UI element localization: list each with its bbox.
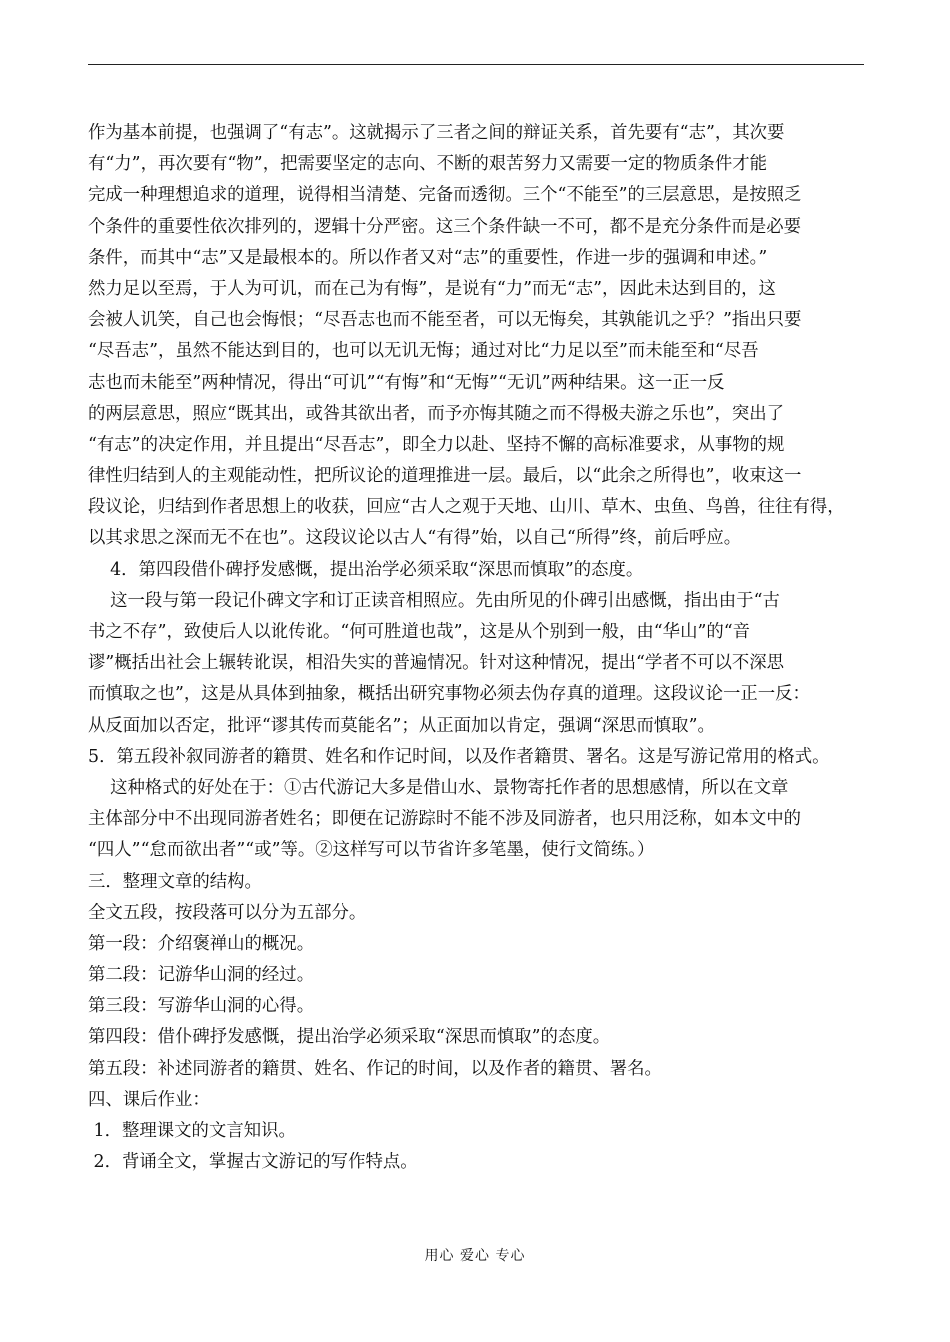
text-line: 从反面加以否定，批评“谬其传而莫能名”；从正面加以肯定，强调“深思而慎取”。	[88, 715, 715, 736]
text-line: 三．整理文章的结构。	[88, 871, 262, 892]
text-line: 完成一种理想追求的道理，说得相当清楚、完备而透彻。三个“不能至”的三层意思，是按照乏	[88, 185, 802, 206]
text-line: 第二段：记游华山洞的经过。	[88, 965, 315, 986]
text-line: 会被人讥笑，自己也会悔恨；“尽吾志也而不能至者，可以无悔矣，其孰能讥之乎？”指出只要	[88, 310, 802, 331]
document-body	[88, 118, 878, 1178]
text-line: 这一段与第一段记仆碑文字和订正读音相照应。先由所见的仆碑引出感慨，指出由于“古	[88, 590, 780, 611]
text-line: 这种格式的好处在于：①古代游记大多是借山水、景物寄托作者的思想感情，所以在文章	[88, 777, 789, 798]
text-line: 第一段：介绍褒禅山的概况。	[88, 933, 315, 954]
text-line: 以其求思之深而无不在也”。这段议论以古人“有得”始，以自己“所得”终，前后呼应。	[88, 528, 742, 549]
text-line: 主体部分中不出现同游者姓名；即便在记游踪时不能不涉及同游者，也只用泛称，如本文中的	[88, 809, 802, 830]
text-line: 4．第四段借仆碑抒发感慨，提出治学必须采取“深思而慎取”的态度。	[88, 559, 644, 580]
text-line: 第四段：借仆碑抒发感慨，提出治学必须采取“深思而慎取”的态度。	[88, 1027, 611, 1048]
text-line: 而慎取之也”，这是从具体到抽象，概括出研究事物必须去伪存真的道理。这段议论一正一反：	[88, 684, 810, 705]
page-footer: 用心 爱心 专心	[424, 1248, 526, 1264]
text-line: 书之不存”，致使后人以讹传讹。“何可胜道也哉”，这是从个别到一般，由“华山”的“音	[88, 622, 751, 642]
text-line: 个条件的重要性依次排列的，逻辑十分严密。这三个条件缺一不可，都不是充分条件而是必要	[88, 216, 802, 237]
text-line: 段议论，归结到作者思想上的收获，回应“古人之观于天地、山川、草木、虫鱼、鸟兽，往往有得，	[88, 497, 845, 518]
text-line: 条件，而其中“志”又是最根本的。所以作者又对“志”的重要性，作进一步的强调和申述。”	[88, 247, 768, 268]
text-line: “尽吾志”，虽然不能达到目的，也可以无讥无悔；通过对比“力足以至”而未能至和“尽吾	[88, 341, 759, 362]
text-line: 5．第五段补叙同游者的籍贯、姓名和作记时间，以及作者籍贯、署名。这是写游记常用的格式。	[88, 746, 830, 767]
text-line: 然力足以至焉，于人为可讥，而在己为有悔”，是说有“力”而无“志”，因此未达到目的，这	[88, 278, 776, 299]
text-line: 志也而未能至”两种情况，得出“可讥”“有悔”和“无悔”“无讥”两种结果。这一正一反	[88, 372, 725, 393]
text-line: 律性归结到人的主观能动性，把所议论的道理推进一层。最后，以“此余之所得也”，收束这一	[88, 466, 802, 487]
text-line: 1．整理课文的文言知识。	[88, 1121, 296, 1141]
text-line: 第五段：补述同游者的籍贯、姓名、作记的时间，以及作者的籍贯、署名。	[88, 1058, 662, 1079]
text-line: 2．背诵全文，掌握古文游记的写作特点。	[88, 1152, 418, 1173]
text-line: 谬”概括出社会上辗转讹误，相沿失实的普遍情况。针对这种情况，提出“学者不可以不深思	[88, 653, 785, 674]
text-line: 全文五段，按段落可以分为五部分。	[88, 902, 367, 923]
text-line: 四、课后作业：	[88, 1089, 210, 1110]
text-line: 作为基本前提，也强调了“有志”。这就揭示了三者之间的辩证关系，首先要有“志”，其次要	[88, 123, 785, 143]
text-line: “有志”的决定作用，并且提出“尽吾志”，即全力以赴、坚持不懈的高标准要求，从事物的规	[88, 434, 785, 455]
text-line: 有“力”，再次要有“物”，把需要坚定的志向、不断的艰苦努力又需要一定的物质条件才能	[88, 154, 768, 175]
header-rule	[88, 64, 864, 65]
text-line: “四人”“怠而欲出者”“或”等。②这样写可以节省许多笔墨，使行文简练。）	[88, 840, 655, 861]
text-line: 第三段：写游华山洞的心得。	[88, 996, 315, 1017]
text-line: 的两层意思，照应“既其出，或咎其欲出者，而予亦悔其随之而不得极夫游之乐也”，突出了	[88, 403, 785, 424]
